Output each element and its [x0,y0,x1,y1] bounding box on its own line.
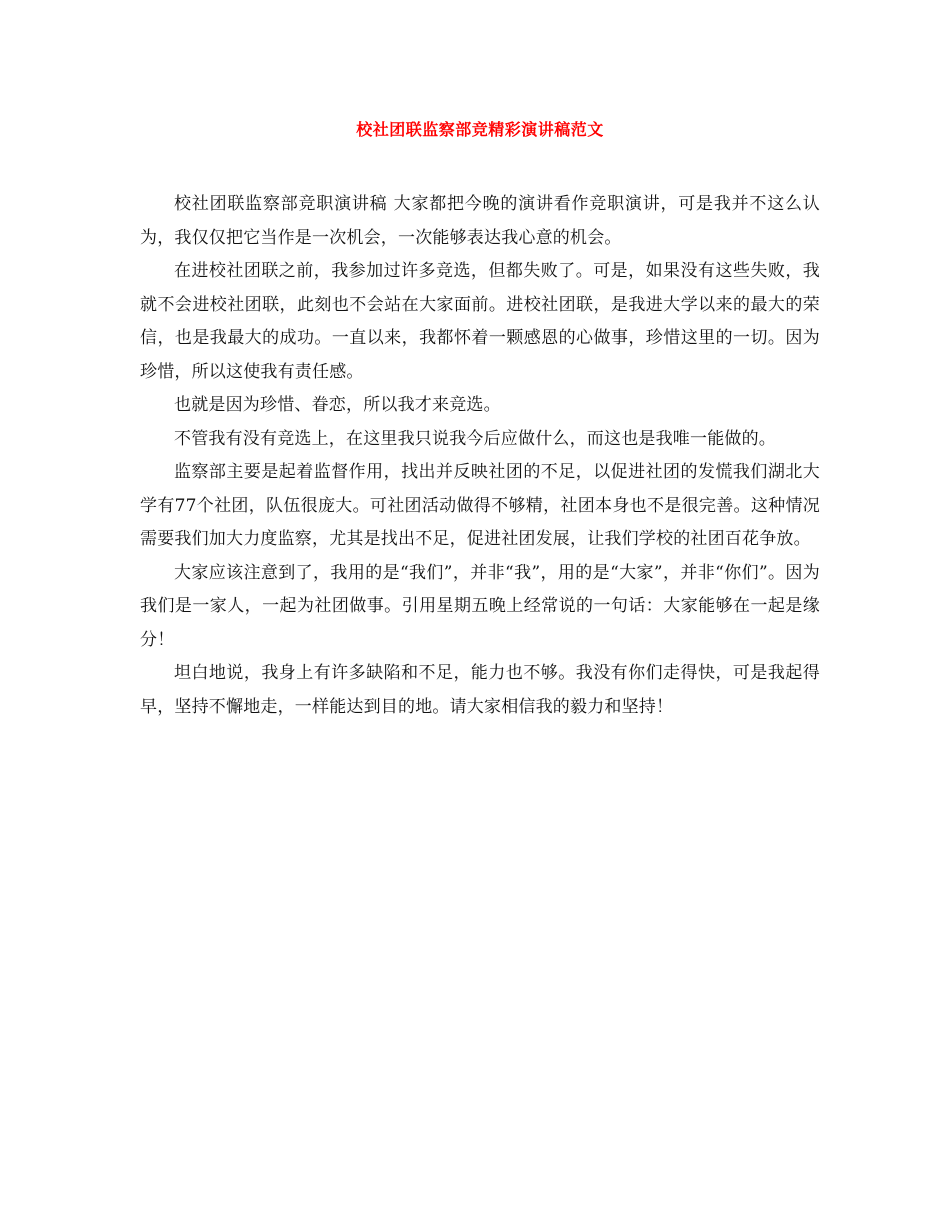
document-title: 校社团联监察部竞精彩演讲稿范文 [356,120,604,139]
paragraph-2: 在进校社团联之前，我参加过许多竞选，但都失败了。可是，如果没有这些失败，我就不会进校社团联，此刻也不会站在大家面前。进校社团联，是我进大学以来的最大的荣信，也是我最大的成功。一直以来，我都怀着一颗感恩的心做事，珍惜这里的一切。因为珍惜，所以这使我有责任感。 [140,261,820,382]
paragraph-5: 监察部主要是起着监督作用，找出并反映社团的不足，以促进社团的发慌我们湖北大学有77个社团，队伍很庞大。可社团活动做得不够精，社团本身也不是很完善。这种情况需要我们加大力度监察，尤其是找出不足，促进社团发展，让我们学校的社团百花争放。 [140,462,820,549]
paragraph-4: 不管我有没有竞选上，在这里我只说我今后应做什么，而这也是我唯一能做的。 [174,428,776,449]
paragraph-6: 大家应该注意到了，我用的是“我们”，并非“我”，用的是“大家”，并非“你们”。因为我们是一家人，一起为社团做事。引用星期五晚上经常说的一句话：大家能够在一起是缘分！ [140,562,820,650]
paragraph-7: 坦白地说，我身上有许多缺陷和不足，能力也不够。我没有你们走得快，可是我起得早，坚持不懈地走，一样能达到目的地。请大家相信我的毅力和坚持！ [140,663,820,717]
paragraph-3: 也就是因为珍惜、眷恋，所以我才来竞选。 [174,395,501,415]
document-page [140,118,820,724]
paragraph-1: 校社团联监察部竞职演讲稿 大家都把今晚的演讲看作竞职演讲，可是我并不这么认为，我仅仅把它当作是一次机会，一次能够表达我心意的机会。 [140,194,820,248]
